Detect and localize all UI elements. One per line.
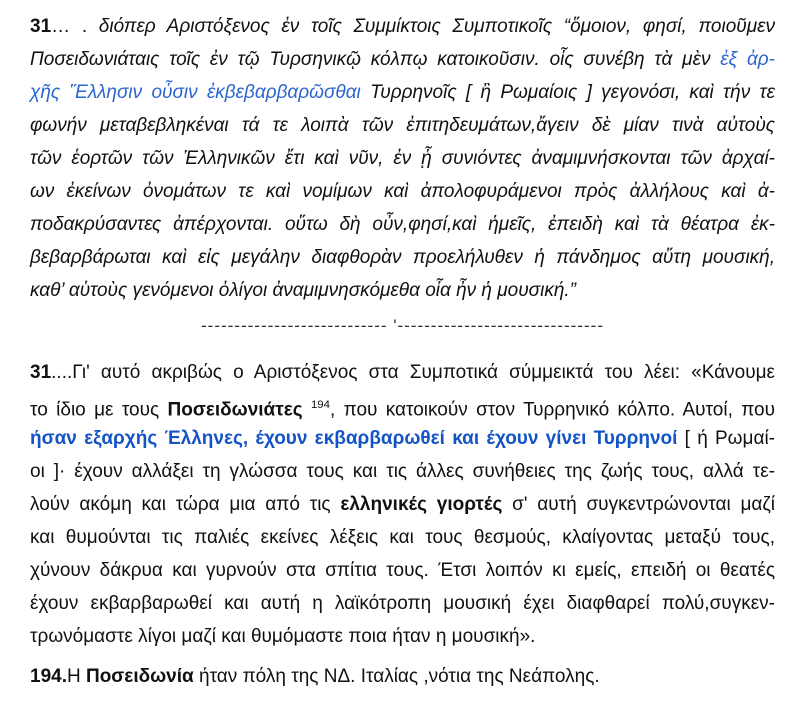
modern-greek-translation-paragraph [30, 356, 775, 653]
text-run: έχουν εκβαρβαρωθεί και αυτή η λαϊκότροπη μουσική έχει διαφθαρεί πολύ,συγκεν- [30, 593, 775, 614]
section-divider: ---------------------------- '------------------------------- [201, 316, 604, 335]
text-run: Η [66, 666, 86, 687]
text-run: Ποσειδωνία [85, 666, 194, 687]
text-run: σ' αυτή συγκεντρώνονται μαζί [502, 494, 775, 515]
text-line [30, 422, 775, 455]
text-run: λούν ακόμη και τώρα μια από τις [30, 494, 341, 515]
text-line [30, 274, 775, 307]
text-run: χῆς Ἕλλησιν οὖσιν ἐκβεβαρβαρῶσθαι [30, 82, 371, 103]
text-run: καθ’ αὑτοὺς γενόμενοι ὀλίγοι ἀναμιμνησκόμεθα οἷα ἦν ἡ μουσική.” [30, 280, 577, 301]
text-run: [ ή Ρωμαί- [677, 428, 775, 449]
text-line [30, 554, 775, 587]
text-run: 194 [310, 399, 330, 411]
text-line [30, 175, 775, 208]
text-line [30, 109, 775, 142]
text-run: τῶν ἑορτῶν τῶν Ἑλληνικῶν ἔτι καὶ νῦν, ἐν ᾗ συνιόντες ἀναμιμνήσκονται τῶν ἀρχαί- [30, 148, 775, 169]
text-line [30, 620, 775, 653]
text-run: ων ἐκείνων ὀνομάτων τε καὶ νομίμων καὶ ἀπολοφυράμενοι πρὸς ἀλλήλους καὶ ἀ- [30, 181, 775, 202]
text-run: , που κατοικούν στον Τυρρηνικό κόλπο. Αυτοί, που [329, 399, 775, 421]
text-line [30, 389, 775, 422]
text-line [30, 43, 775, 76]
text-run: Ποσειδωνιάτες [167, 399, 303, 421]
text-run: και θυμούνται τις παλιές εκείνες λέξεις και τους θεσμούς, κλαίγοντας μεταξύ τους, [30, 527, 775, 548]
ancient-greek-paragraph [30, 10, 775, 307]
text-run: … . [51, 16, 99, 37]
text-line [30, 10, 775, 43]
text-run: τρωνόμαστε λίγοι μαζί και θυμόμαστε ποια ήταν η μουσική». [30, 626, 536, 647]
text-line [30, 208, 775, 241]
text-line [30, 142, 775, 175]
text-run: ήσαν εξαρχής Έλληνες, έχουν εκβαρβαρωθεί και έχουν γίνει Τυρρηνοί [30, 428, 678, 449]
text-run: το ίδιο με τους [30, 399, 168, 421]
text-run: ἐξ ἀρ- [720, 49, 775, 70]
text-run: 31 [30, 362, 52, 383]
text-run: 194. [30, 666, 67, 687]
text-run: χύνουν δάκρυα και γυρνούν στα σπίτια τους. Έτσι λοιπόν κι εμείς, επειδή οι θεατές [30, 560, 775, 581]
text-line [30, 521, 775, 554]
text-line [30, 488, 775, 521]
text-run: βεβαρβάρωται καὶ εἰς μεγάλην διαφθορὰν προελήλυθεν ἡ πάνδημος αὕτη μουσική, [30, 247, 775, 268]
text-line [30, 356, 775, 389]
text-line [30, 241, 775, 274]
text-run [303, 399, 311, 420]
footnote-194 [30, 660, 775, 693]
text-line [30, 76, 775, 109]
text-run: ελληνικές γιορτές [340, 494, 503, 515]
text-run: ήταν πόλη της ΝΔ. Ιταλίας ,νότια της Νεάπολης. [193, 666, 600, 687]
text-line [30, 660, 775, 693]
text-run: οι ]· έχουν αλλάξει τη γλώσσα τους και τις άλλες συνήθειες της ζωής τους, αλλά τε- [30, 461, 775, 482]
text-line [30, 587, 775, 620]
text-run: Ποσειδωνιάταις τοῖς ἐν τῷ Τυρσηνικῷ κόλπῳ κατοικοῦσιν. οἷς συνέβη τὰ μὲν [30, 49, 721, 70]
text-run: 31 [30, 16, 52, 37]
text-line [30, 455, 775, 488]
text-run: Τυρρηνοῖς [ ἢ Ρωμαίοις ] γεγονόσι, καὶ τήν τε [370, 82, 775, 103]
text-run: ποδακρύσαντες ἀπέρχονται. οὕτω δὴ οὖν,φησί,καὶ ἡμεῖς, ἐπειδὴ καὶ τὰ θέατρα ἐκ- [30, 214, 775, 235]
text-run: διόπερ Αριστόξενος ἐν τοῖς Συμμίκτοις Συμποτικοῖς “ὅμοιον, φησί, ποιοῦμεν [98, 16, 775, 37]
text-run: φωνήν μεταβεβληκέναι τά τε λοιπὰ τῶν ἐπιτηδευμάτων,ἄγειν δὲ μίαν τινὰ αὐτοὺς [30, 115, 775, 136]
text-run: ....Γι' αυτό ακριβώς ο Αριστόξενος στα Συμποτικά σύμμεικτά του λέει: «Κάνουμε [51, 362, 775, 383]
